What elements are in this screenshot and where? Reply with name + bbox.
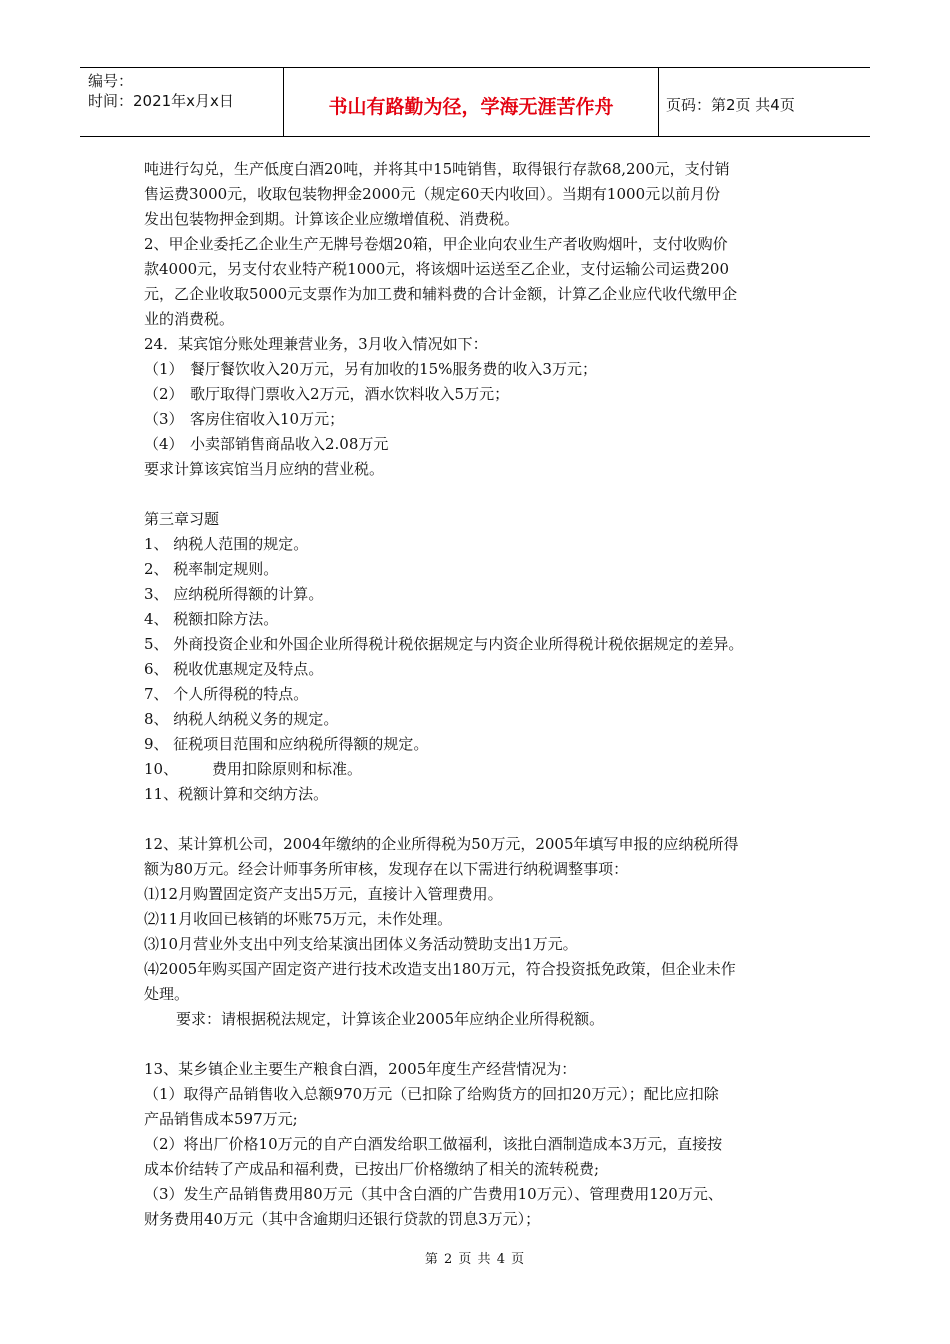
- chapter-item: 8、 纳税人纳税义务的规定。: [144, 710, 339, 728]
- income-item-number: （2）: [144, 385, 184, 403]
- income-item: [144, 432, 810, 457]
- question-13-line: 13、某乡镇企业主要生产粮食白酒，2005年度生产经营情况为：: [144, 1060, 577, 1078]
- question-13-line: 产品销售成本597万元;: [144, 1110, 298, 1128]
- question-24-title: 24．某宾馆分账处理兼营业务，3月收入情况如下：: [144, 335, 488, 353]
- chapter-item: 1、 纳税人范围的规定。: [144, 535, 309, 553]
- income-item-text: 小卖部销售商品收入2.08万元: [190, 435, 389, 453]
- question-12-line: ⑵11月收回已核销的坏账75万元，未作处理。: [144, 910, 453, 928]
- document-date: 时间：2021年x月x日: [88, 92, 234, 110]
- question-13-line: （3）发生产品销售费用80万元（其中含白酒的广告费用10万元）、管理费用120万元、: [144, 1185, 723, 1203]
- question-12-line: ⑴12月购置固定资产支出5万元，直接计入管理费用。: [144, 885, 503, 903]
- income-item-text: 歌厅取得门票收入2万元，酒水饮料收入5万元；: [190, 385, 510, 403]
- blank-line: [144, 807, 810, 832]
- document-body: [144, 157, 810, 1232]
- chapter-item: [144, 757, 810, 782]
- requirement-text: 要求：请根据税法规定，计算该企业2005年应纳企业所得税额。: [176, 1010, 605, 1028]
- income-item: [144, 407, 810, 432]
- income-item-number: （4）: [144, 435, 184, 453]
- income-item-number: （3）: [144, 410, 184, 428]
- question-13-line: 成本价结转了产成品和福利费，已按出厂价格缴纳了相关的流转税费;: [144, 1160, 600, 1178]
- blank-line: [144, 482, 810, 507]
- text-line: 2、甲企业委托乙企业生产无牌号卷烟20箱，甲企业向农业生产者收购烟叶，支付收购价: [144, 235, 728, 253]
- question-13-line: 财务费用40万元（其中含逾期归还银行贷款的罚息3万元）；: [144, 1210, 541, 1228]
- question-12-line: ⑶10月营业外支出中列支给某演出团体义务活动赞助支出1万元。: [144, 935, 578, 953]
- chapter-item: 5、 外商投资企业和外国企业所得税计税依据规定与内资企业所得税计税依据规定的差异。: [144, 635, 744, 653]
- header-meta: [80, 68, 283, 136]
- blank-line: [144, 1032, 810, 1057]
- header-page-number: 页码：第2页 共4页: [666, 96, 795, 114]
- question-13-line: （1）取得产品销售收入总额970万元（已扣除了给购货方的回扣20万元）；配比应扣除: [144, 1085, 719, 1103]
- chapter-item: 4、 税额扣除方法。: [144, 610, 279, 628]
- header-motto-cell: [283, 68, 659, 136]
- question-13-line: （2）将出厂价格10万元的自产白酒发给职工做福利，该批白酒制造成本3万元，直接按: [144, 1135, 723, 1153]
- chapter-item: 11、税额计算和交纳方法。: [144, 785, 329, 803]
- text-line: 发出包装物押金到期。计算该企业应缴增值税、消费税。: [144, 210, 520, 228]
- income-item-text: 客房住宿收入10万元；: [190, 410, 345, 428]
- question-12-line: ⑷2005年购买国产固定资产进行技术改造支出180万元，符合投资抵免政策，但企业未作: [144, 960, 736, 978]
- income-item-number: （1）: [144, 360, 184, 378]
- document-number: 编号：: [88, 72, 134, 90]
- chapter-item: 7、 个人所得税的特点。: [144, 685, 309, 703]
- question-12-line: 处理。: [144, 985, 190, 1003]
- question-24-requirement: 要求计算该宾馆当月应纳的营业税。: [144, 460, 385, 478]
- page-header: [80, 67, 870, 137]
- text-line: 业的消费税。: [144, 310, 235, 328]
- text-line: 吨进行勾兑，生产低度白酒20吨，并将其中15吨销售，取得银行存款68,200元，支付销: [144, 160, 730, 178]
- page-footer: 第 2 页 共 4 页: [424, 1252, 526, 1267]
- chapter-item: 3、 应纳税所得额的计算。: [144, 585, 324, 603]
- chapter-item: 2、 税率制定规则。: [144, 560, 279, 578]
- question-12-line: 12、某计算机公司，2004年缴纳的企业所得税为50万元，2005年填写申报的应纳税所得: [144, 835, 739, 853]
- header-motto: 书山有路勤为径，学海无涯苦作舟: [328, 96, 614, 118]
- question-12-line: 额为80万元。经会计师事务所审核，发现存在以下需进行纳税调整事项：: [144, 860, 629, 878]
- income-item-text: 餐厅餐饮收入20万元，另有加收的15%服务费的收入3万元；: [190, 360, 597, 378]
- chapter-item: 9、 征税项目范围和应纳税所得额的规定。: [144, 735, 429, 753]
- chapter-item-number: 10、: [144, 760, 179, 778]
- income-item: [144, 357, 810, 382]
- text-line: 款4000元，另支付农业特产税1000元，将该烟叶运送至乙企业，支付运输公司运费200: [144, 260, 729, 278]
- income-item: [144, 382, 810, 407]
- text-line: 元，乙企业收取5000元支票作为加工费和辅料费的合计金额，计算乙企业应代收代缴甲企: [144, 285, 738, 303]
- chapter-item: 6、 税收优惠规定及特点。: [144, 660, 324, 678]
- text-line: 售运费3000元，收取包装物押金2000元（规定60天内收回）。当期有1000元以前月份: [144, 185, 721, 203]
- question-12-requirement: [144, 1007, 810, 1032]
- chapter-item-text: 费用扣除原则和标准。: [212, 760, 363, 778]
- chapter-title: 第三章习题: [144, 510, 220, 528]
